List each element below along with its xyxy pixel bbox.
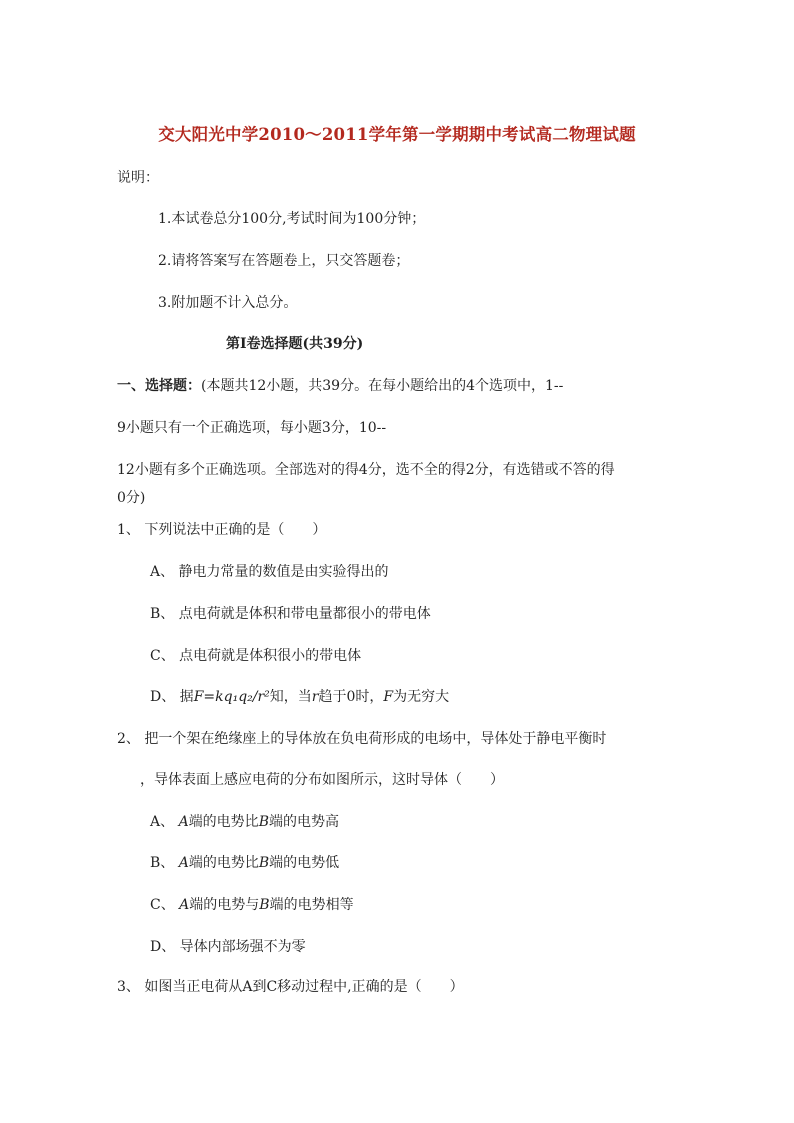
formula: F=kq₁q₂/r²	[193, 689, 270, 705]
section-intro-line: 9小题只有一个正确选项，每小题3分，10--	[117, 420, 387, 436]
section-title: 第Ⅰ卷选择题(共39分)	[226, 336, 364, 352]
question-option: B、 A端的电势比B端的电势低	[150, 855, 340, 871]
section-intro-line: 0分)	[117, 490, 146, 506]
instruction-item: 3.附加题不计入总分。	[158, 295, 298, 311]
question-option: A、 静电力常量的数值是由实验得出的	[150, 564, 389, 580]
section-intro-text: (本题共12小题，共39分。在每小题给出的4个选项中，1--	[201, 378, 564, 394]
question-option: A、 A端的电势比B端的电势高	[150, 814, 339, 830]
question-stem: 3、 如图当正电荷从A到C移动过程中,正确的是（ ）	[117, 979, 464, 995]
question-stem: 2、 把一个架在绝缘座上的导体放在负电荷形成的电场中，导体处于静电平衡时	[117, 731, 607, 747]
question-option: D、 导体内部场强不为零	[150, 939, 306, 955]
section-heading: 一、选择题：	[117, 378, 201, 394]
instruction-item: 1.本试卷总分100分,考试时间为100分钟；	[158, 211, 426, 227]
question-stem: ，导体表面上感应电荷的分布如图所示，这时导体（ ）	[140, 772, 504, 788]
question-option: C、 点电荷就是体积很小的带电体	[150, 648, 362, 664]
section-intro-line	[117, 376, 563, 396]
question-option: B、 点电荷就是体积和带电量都很小的带电体	[150, 606, 431, 622]
instruction-item: 2.请将答案写在答题卷上，只交答题卷；	[158, 253, 410, 269]
question-option: C、 A端的电势与B端的电势相等	[150, 897, 354, 913]
question-stem: 1、 下列说法中正确的是（ ）	[117, 522, 327, 538]
instructions-label: 说明：	[117, 170, 159, 186]
section-intro-line: 12小题有多个正确选项。全部选对的得4分，选不全的得2分，有选错或不答的得	[117, 462, 615, 478]
page-title: 交大阳光中学2010～2011学年第一学期期中考试高二物理试题	[158, 125, 636, 144]
question-option: D、 据F=kq₁q₂/r²知，当r趋于0时，F为无穷大	[150, 689, 450, 705]
